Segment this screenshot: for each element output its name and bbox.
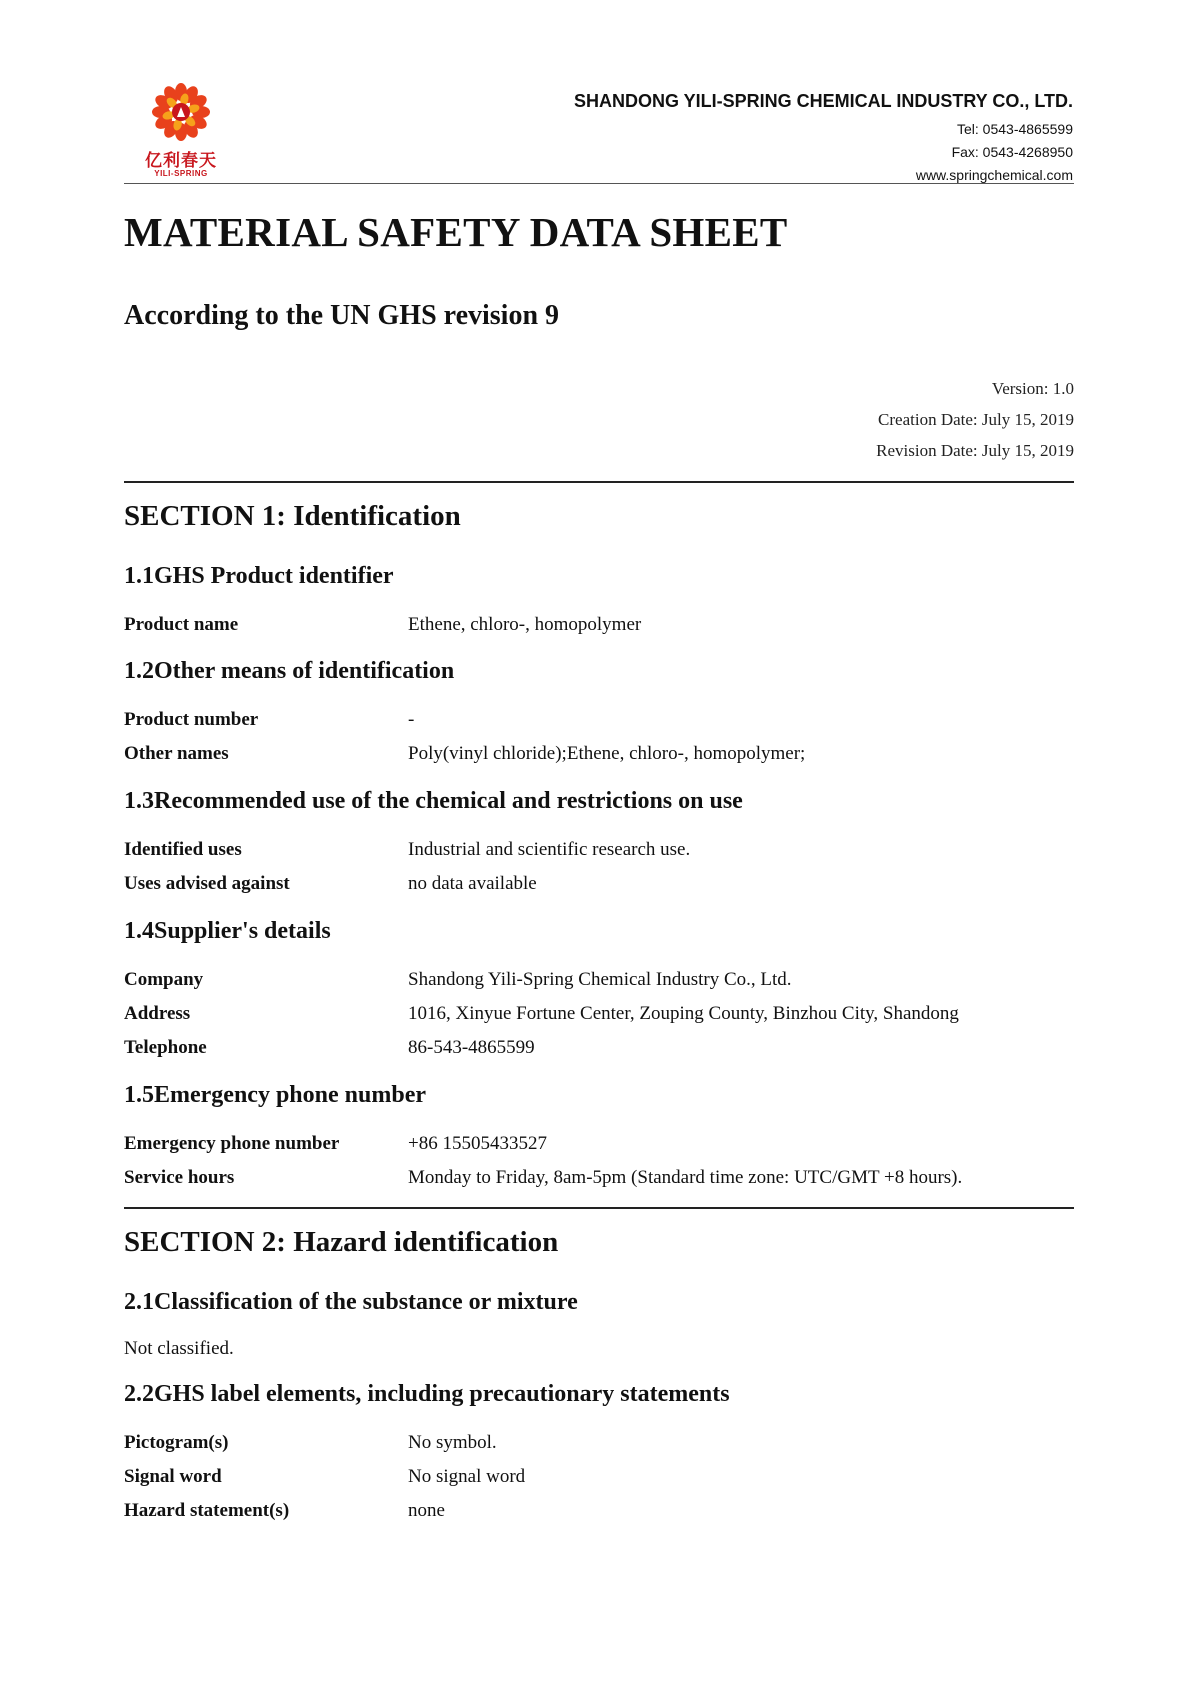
field-value: No symbol. bbox=[408, 1432, 497, 1453]
subsection-2-1-title: 2.1Classification of the substance or mixture bbox=[124, 1289, 578, 1315]
sunflower-logo-icon bbox=[136, 82, 226, 146]
subsection-1-4-title: 1.4Supplier's details bbox=[124, 918, 331, 944]
creation-date-text: Creation Date: July 15, 2019 bbox=[878, 410, 1074, 429]
company-tel: Tel: 0543-4865599 bbox=[957, 121, 1073, 137]
field-label: Emergency phone number bbox=[124, 1133, 340, 1154]
field-value: +86 15505433527 bbox=[408, 1133, 547, 1154]
company-name: SHANDONG YILI-SPRING CHEMICAL INDUSTRY CO., LTD. bbox=[573, 91, 1073, 111]
field-label: Address bbox=[124, 1003, 191, 1024]
section-1-title: SECTION 1: Identification bbox=[124, 500, 461, 532]
field-value: Industrial and scientific research use. bbox=[408, 839, 691, 860]
field-value: 86-543-4865599 bbox=[408, 1037, 535, 1058]
field-value: Ethene, chloro-, homopolymer bbox=[408, 614, 642, 635]
version-text: Version: 1.0 bbox=[991, 379, 1074, 398]
field-label: Company bbox=[124, 969, 204, 990]
field-label: Service hours bbox=[124, 1167, 235, 1188]
field-label: Identified uses bbox=[124, 839, 242, 860]
field-value: Monday to Friday, 8am-5pm (Standard time zone: UTC/GMT +8 hours). bbox=[408, 1167, 963, 1188]
subsection-1-2-title: 1.2Other means of identification bbox=[124, 658, 455, 684]
section-divider bbox=[124, 1207, 1074, 1209]
logo-english-text: YILI-SPRING bbox=[154, 169, 208, 178]
field-label: Product number bbox=[124, 709, 259, 730]
company-fax: Fax: 0543-4268950 bbox=[951, 144, 1073, 160]
section-2-title: SECTION 2: Hazard identification bbox=[124, 1226, 559, 1258]
field-label: Pictogram(s) bbox=[124, 1432, 229, 1453]
field-label: Hazard statement(s) bbox=[124, 1500, 290, 1521]
field-value: - bbox=[408, 709, 415, 730]
field-value: no data available bbox=[408, 873, 537, 894]
field-label: Telephone bbox=[124, 1037, 207, 1058]
company-website: www.springchemical.com bbox=[915, 167, 1073, 183]
field-label: Product name bbox=[124, 614, 239, 635]
subsection-1-1-title: 1.1GHS Product identifier bbox=[124, 563, 394, 589]
field-value: 1016, Xinyue Fortune Center, Zouping County, Binzhou City, Shandong bbox=[408, 1003, 959, 1024]
field-label: Signal word bbox=[124, 1466, 222, 1487]
field-value: none bbox=[408, 1500, 445, 1521]
classification-text: Not classified. bbox=[124, 1338, 234, 1359]
subsection-2-2-title: 2.2GHS label elements, including precautionary statements bbox=[124, 1381, 730, 1407]
field-label: Uses advised against bbox=[124, 873, 290, 894]
company-logo bbox=[136, 82, 226, 182]
revision-date-text: Revision Date: July 15, 2019 bbox=[876, 441, 1074, 460]
field-label: Other names bbox=[124, 743, 229, 764]
section-divider bbox=[124, 481, 1074, 483]
document-subtitle: According to the UN GHS revision 9 bbox=[124, 300, 560, 331]
document-title: MATERIAL SAFETY DATA SHEET bbox=[124, 209, 788, 255]
field-value: No signal word bbox=[408, 1466, 526, 1487]
logo-chinese-text: 亿利春天 bbox=[145, 151, 217, 171]
header-divider bbox=[124, 183, 1074, 184]
field-value: Poly(vinyl chloride);Ethene, chloro-, homopolymer; bbox=[408, 743, 806, 764]
subsection-1-3-title: 1.3Recommended use of the chemical and restrictions on use bbox=[124, 788, 743, 814]
subsection-1-5-title: 1.5Emergency phone number bbox=[124, 1082, 426, 1108]
company-contact-block bbox=[574, 88, 1073, 187]
field-value: Shandong Yili-Spring Chemical Industry Co., Ltd. bbox=[408, 969, 792, 990]
document-meta bbox=[876, 373, 1074, 466]
